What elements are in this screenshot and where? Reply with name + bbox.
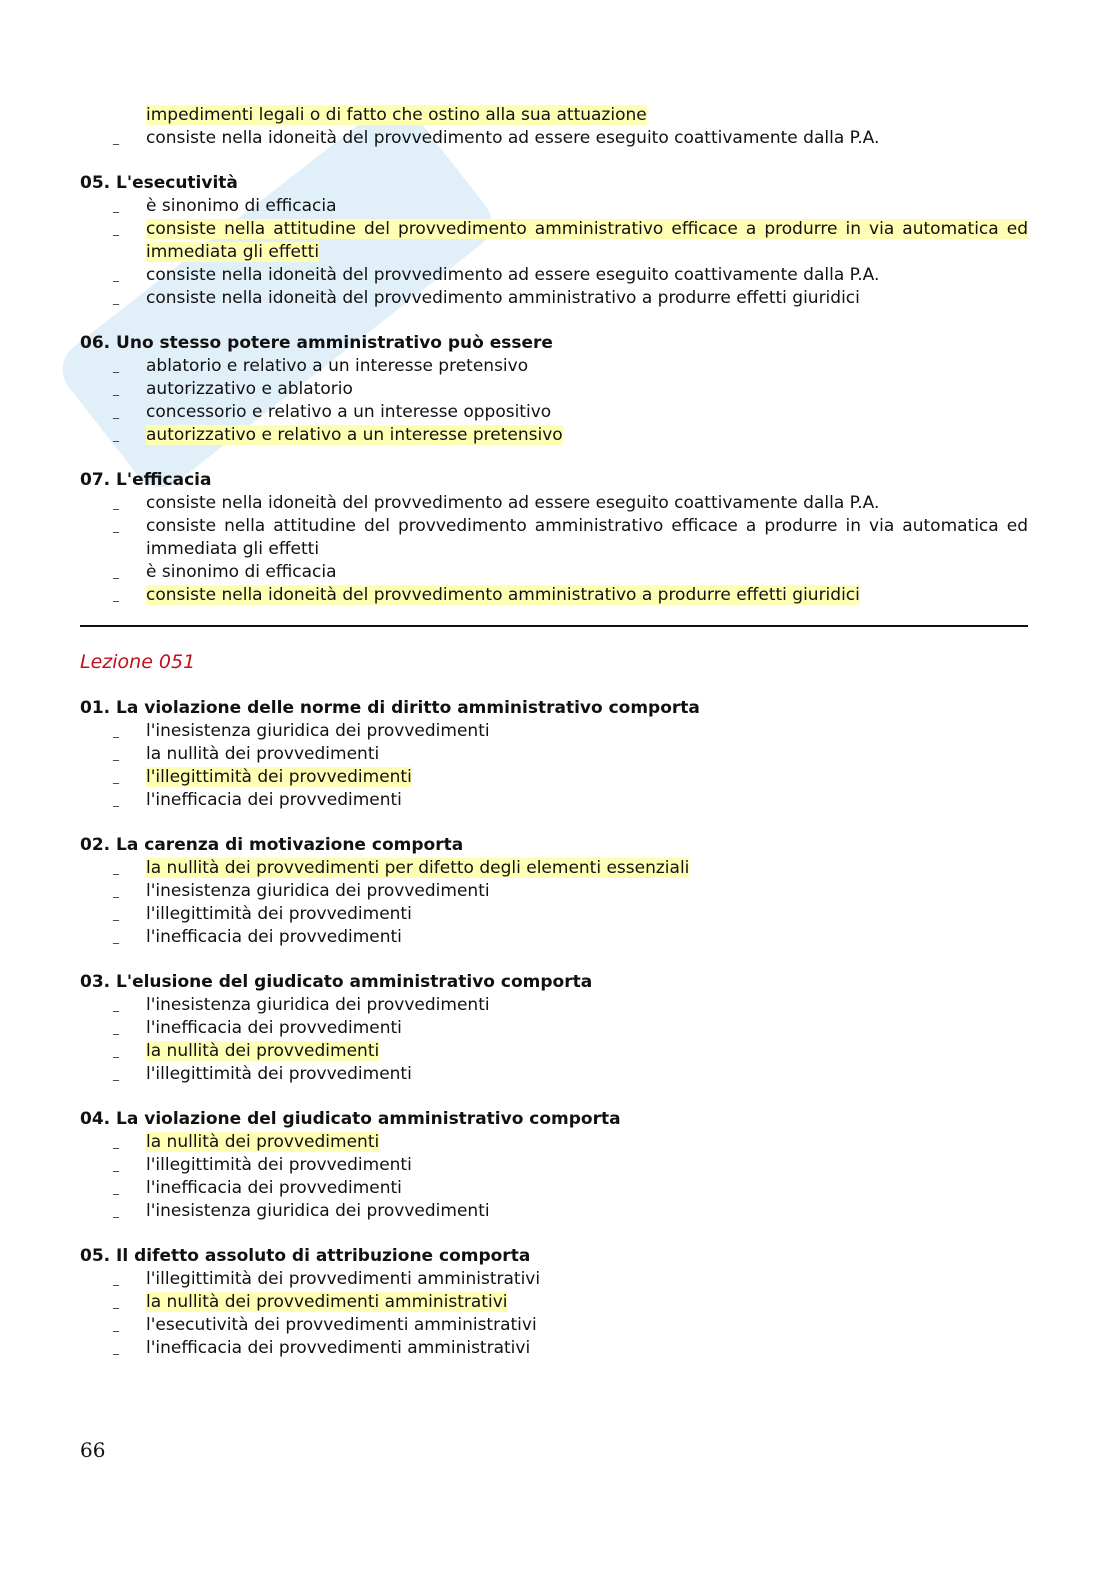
answer-text: l'inefficacia dei provvedimenti amministrativi (146, 1338, 531, 1358)
answer-text: consiste nella idoneità del provvedimento ad essere eseguito coattivamente dalla P.A. (146, 265, 880, 285)
bullet-mark: _ (113, 268, 119, 282)
bullet-mark: _ (113, 998, 119, 1012)
answer-text: concessorio e relativo a un interesse oppositivo (146, 402, 552, 422)
answer-option (80, 401, 1028, 424)
answer-option (80, 1063, 1028, 1086)
bullet-mark: _ (113, 565, 119, 579)
answer-text: l'inesistenza giuridica dei provvedimenti (146, 995, 490, 1015)
answer-text: l'illegittimità dei provvedimenti (146, 1155, 412, 1175)
correct-answer-text: la nullità dei provvedimenti (146, 1132, 380, 1152)
question-title: 05. L'esecutività (80, 173, 238, 193)
answer-text: è sinonimo di efficacia (146, 196, 337, 216)
bullet-mark: _ (113, 907, 119, 921)
bullet-mark: _ (113, 588, 119, 602)
question-list-a (80, 172, 1028, 607)
answer-option (80, 1337, 1028, 1360)
option-continuation (80, 104, 1028, 127)
answer-option (80, 1177, 1028, 1200)
bullet-mark: _ (113, 519, 119, 533)
bullet-mark: _ (113, 1318, 119, 1332)
bullet-mark: _ (113, 1272, 119, 1286)
answer-option (80, 1200, 1028, 1223)
question-title: 07. L'efficacia (80, 470, 212, 490)
answer-text: l'illegittimità dei provvedimenti amministrativi (146, 1269, 541, 1289)
bullet-mark: _ (113, 1295, 119, 1309)
answer-option (80, 561, 1028, 584)
correct-answer-text: la nullità dei provvedimenti per difetto degli elementi essenziali (146, 858, 690, 878)
correct-answer-text: la nullità dei provvedimenti amministrativi (146, 1292, 508, 1312)
answer-option (80, 880, 1028, 903)
answer-text: l'inefficacia dei provvedimenti (146, 1018, 402, 1038)
question-title: 04. La violazione del giudicato amministrativo comporta (80, 1109, 621, 1129)
question-title: 01. La violazione delle norme di diritto amministrativo comporta (80, 698, 700, 718)
bullet-mark: _ (113, 291, 119, 305)
page-number: 66 (80, 1438, 106, 1462)
bullet-mark: _ (113, 747, 119, 761)
answer-text: ablatorio e relativo a un interesse pretensivo (146, 356, 529, 376)
answer-option (80, 195, 1028, 218)
answer-option (80, 743, 1028, 766)
bullet-mark: _ (113, 1135, 119, 1149)
correct-answer-text: consiste nella idoneità del provvedimento amministrativo a produrre effetti giuridici (146, 585, 860, 605)
question-block (80, 971, 1028, 1086)
answer-option: _ consiste nella idoneità del provvedimento ad essere eseguito coattivamente dalla P.A. (113, 128, 880, 148)
bullet-mark: _ (113, 496, 119, 510)
answer-option (80, 218, 1028, 264)
answer-text: consiste nella idoneità del provvedimento ad essere eseguito coattivamente dalla P.A. (146, 493, 880, 513)
answer-text: l'inefficacia dei provvedimenti (146, 790, 402, 810)
bullet-mark: _ (113, 1181, 119, 1195)
answer-option (80, 857, 1028, 880)
question-block (80, 834, 1028, 949)
answer-option (80, 264, 1028, 287)
answer-option (80, 355, 1028, 378)
bullet-mark: _ (113, 770, 119, 784)
question-title: 06. Uno stesso potere amministrativo può essere (80, 333, 553, 353)
bullet-mark: _ (113, 405, 119, 419)
answer-option (80, 903, 1028, 926)
bullet-mark: _ (113, 1044, 119, 1058)
answer-text: autorizzativo e ablatorio (146, 379, 353, 399)
bullet-mark: _ (113, 222, 119, 236)
answer-option (80, 1154, 1028, 1177)
answer-text: l'inesistenza giuridica dei provvedimenti (146, 881, 490, 901)
answer-option (80, 1314, 1028, 1337)
answer-option (80, 1268, 1028, 1291)
bullet-mark: _ (113, 1341, 119, 1355)
bullet-mark: _ (113, 1204, 119, 1218)
correct-answer-text: autorizzativo e relativo a un interesse pretensivo (146, 425, 563, 445)
bullet-mark: _ (113, 1158, 119, 1172)
answer-text: l'inefficacia dei provvedimenti (146, 1178, 402, 1198)
question-block (80, 1108, 1028, 1223)
answer-text: l'inesistenza giuridica dei provvedimenti (146, 721, 490, 741)
bullet-mark: _ (113, 793, 119, 807)
answer-text: consiste nella idoneità del provvedimento amministrativo a produrre effetti giuridici (146, 288, 860, 308)
question-title: 05. Il difetto assoluto di attribuzione comporta (80, 1246, 531, 1266)
answer-text: l'inefficacia dei provvedimenti (146, 927, 402, 947)
bullet-mark: _ (113, 1021, 119, 1035)
question-block (80, 172, 1028, 310)
answer-option (80, 1131, 1028, 1154)
correct-answer-text: l'illegittimità dei provvedimenti (146, 767, 412, 787)
question-title: 03. L'elusione del giudicato amministrativo comporta (80, 972, 593, 992)
bullet-mark: _ (113, 359, 119, 373)
answer-option (80, 720, 1028, 743)
answer-option (80, 287, 1028, 310)
bullet-mark: _ (113, 428, 119, 442)
bullet-mark: _ (113, 861, 119, 875)
answer-option (80, 789, 1028, 812)
bullet-mark: _ (113, 382, 119, 396)
answer-text: l'illegittimità dei provvedimenti (146, 904, 412, 924)
answer-option (80, 492, 1028, 515)
bullet-mark: _ (113, 1067, 119, 1081)
bullet-mark: _ (113, 199, 119, 213)
bullet-mark: _ (113, 884, 119, 898)
answer-text: la nullità dei provvedimenti (146, 744, 380, 764)
question-block (80, 697, 1028, 812)
answer-text: l'inesistenza giuridica dei provvedimenti (146, 1201, 490, 1221)
correct-answer-text: consiste nella attitudine del provvedimento amministrativo efficace a produrre in via automatica ed immediata gli effetti (146, 219, 1028, 262)
answer-option (80, 994, 1028, 1017)
answer-option (80, 584, 1028, 607)
correct-answer-highlight: impedimenti legali o di fatto che ostino alla sua attuazione (146, 105, 647, 125)
question-block (80, 1245, 1028, 1360)
answer-text: è sinonimo di efficacia (146, 562, 337, 582)
answer-option (80, 1040, 1028, 1063)
answer-option (80, 766, 1028, 789)
answer-option (80, 515, 1028, 561)
answer-option (80, 424, 1028, 447)
answer-text: consiste nella attitudine del provvedimento amministrativo efficace a produrre in via automatica ed immediata gli effetti (146, 516, 1028, 559)
answer-option (80, 1017, 1028, 1040)
question-block (80, 469, 1028, 607)
question-list-b (80, 697, 1028, 1360)
answer-option (80, 378, 1028, 401)
question-block (80, 332, 1028, 447)
question-title: 02. La carenza di motivazione comporta (80, 835, 464, 855)
answer-text: l'esecutività dei provvedimenti amministrativi (146, 1315, 537, 1335)
answer-option (80, 926, 1028, 949)
bullet-mark: _ (113, 724, 119, 738)
page-content (80, 104, 1028, 1360)
lesson-title: Lezione 051 (80, 651, 196, 673)
answer-option (80, 1291, 1028, 1314)
bullet-mark: _ (113, 131, 119, 145)
correct-answer-text: la nullità dei provvedimenti (146, 1041, 380, 1061)
answer-text: l'illegittimità dei provvedimenti (146, 1064, 412, 1084)
bullet-mark: _ (113, 930, 119, 944)
section-divider (80, 625, 1028, 627)
